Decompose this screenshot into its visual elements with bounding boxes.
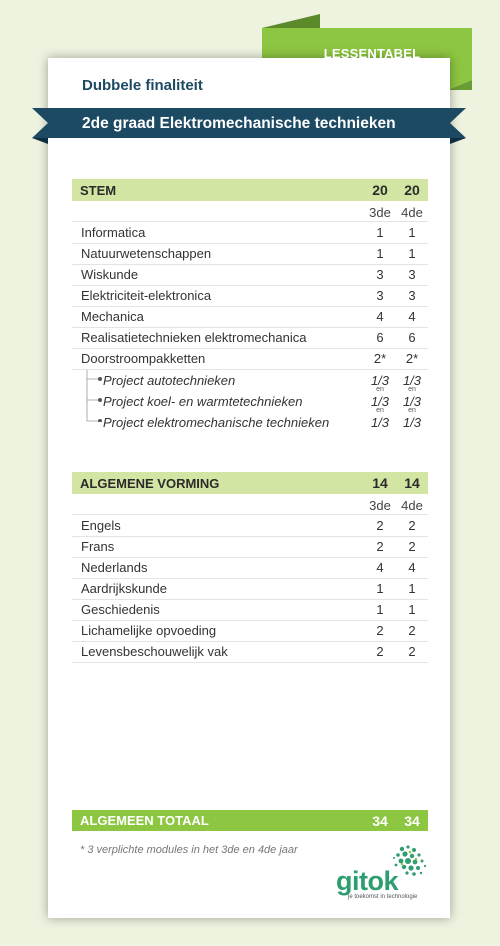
year-3de: 3de xyxy=(369,498,391,513)
hours-3de: 1/3 xyxy=(370,394,390,409)
subject-label: Frans xyxy=(81,539,115,554)
totaal-3de: 34 xyxy=(372,813,388,829)
logo-tagline: je toekomst in technologie xyxy=(348,894,418,900)
hours-3de: 2* xyxy=(373,351,387,366)
document-title: Dubbele finaliteit xyxy=(82,77,203,94)
algemeen-year-row xyxy=(72,496,428,516)
subject-label: Realisatietechnieken elektromechanica xyxy=(81,330,307,345)
hours-3de: 2 xyxy=(376,539,384,554)
hours-3de: 2 xyxy=(376,623,384,638)
hours-4de: 4 xyxy=(408,560,416,575)
year-4de: 4de xyxy=(401,205,423,220)
hours-4de: 4 xyxy=(408,309,416,324)
algemeen-total-3de: 14 xyxy=(372,475,388,491)
connector-en-4de: en xyxy=(408,407,416,414)
subject-label: Doorstroompakketten xyxy=(81,351,206,366)
subject-label: Natuurwetenschappen xyxy=(81,246,212,261)
table-row xyxy=(72,285,428,307)
hours-3de: 2 xyxy=(376,644,384,659)
subject-label: Mechanica xyxy=(81,309,144,324)
connector-en-4de: en xyxy=(408,386,416,393)
subject-label: Geschiedenis xyxy=(81,602,160,617)
stem-header xyxy=(72,179,428,201)
stem-label: STEM xyxy=(80,183,117,198)
algemene-vorming-label: ALGEMENE VORMING xyxy=(80,476,220,491)
hours-3de: 3 xyxy=(376,267,384,282)
subject-label: Informatica xyxy=(81,225,146,240)
table-row xyxy=(72,264,428,286)
hours-3de: 1/3 xyxy=(370,415,390,430)
hours-3de: 1 xyxy=(376,225,384,240)
hours-4de: 6 xyxy=(408,330,416,345)
table-row xyxy=(72,306,428,328)
connector-en-3de: en xyxy=(376,407,384,414)
hours-4de: 3 xyxy=(408,267,416,282)
hours-4de: 1 xyxy=(408,581,416,596)
algemeen-totaal-row xyxy=(72,810,428,831)
totaal-label: ALGEMEEN TOTAAL xyxy=(80,813,209,828)
subject-label: Wiskunde xyxy=(81,267,139,282)
hours-4de: 1 xyxy=(408,225,416,240)
table-row xyxy=(72,578,428,600)
hours-4de: 1/3 xyxy=(402,394,422,409)
table-row xyxy=(72,243,428,265)
project-label: Project elektromechanische technieken xyxy=(103,415,330,430)
totaal-4de: 34 xyxy=(404,813,420,829)
hours-3de: 1/3 xyxy=(370,373,390,388)
hours-4de: 1 xyxy=(408,602,416,617)
table-row xyxy=(72,536,428,558)
stem-year-row xyxy=(72,203,428,223)
hours-3de: 6 xyxy=(376,330,384,345)
subject-label: Levensbeschouwelijk vak xyxy=(81,644,228,659)
year-4de: 4de xyxy=(401,498,423,513)
table-row xyxy=(72,514,428,537)
hours-3de: 4 xyxy=(376,309,384,324)
table-row xyxy=(72,599,428,621)
table-row xyxy=(72,348,428,370)
hours-4de: 2 xyxy=(408,518,416,533)
logo-wordmark: gitok xyxy=(336,866,398,896)
stem-total-4de: 20 xyxy=(404,182,420,198)
list-item xyxy=(72,412,428,433)
banner-title: 2de graad Elektromechanische technieken xyxy=(82,115,396,132)
table-row xyxy=(72,327,428,349)
subject-label: Lichamelijke opvoeding xyxy=(81,623,217,638)
project-label: Project autotechnieken xyxy=(103,373,236,388)
algemene-vorming-header xyxy=(72,472,428,494)
hours-3de: 2 xyxy=(376,518,384,533)
connector-en-3de: en xyxy=(376,386,384,393)
footnote: * 3 verplichte modules in het 3de en 4de jaar xyxy=(80,844,298,856)
table-row xyxy=(72,641,428,663)
project-label: Project koel- en warmtetechnieken xyxy=(103,394,303,409)
hours-3de: 1 xyxy=(376,602,384,617)
subject-label: Elektriciteit-elektronica xyxy=(81,288,212,303)
hours-4de: 1/3 xyxy=(402,415,422,430)
hours-4de: 2* xyxy=(405,351,419,366)
subject-label: Aardrijkskunde xyxy=(81,581,167,596)
hours-4de: 2 xyxy=(408,539,416,554)
stem-total-3de: 20 xyxy=(372,182,388,198)
hours-4de: 1/3 xyxy=(402,373,422,388)
hours-4de: 3 xyxy=(408,288,416,303)
subject-label: Nederlands xyxy=(81,560,148,575)
hours-4de: 2 xyxy=(408,623,416,638)
hours-3de: 3 xyxy=(376,288,384,303)
algemeen-total-4de: 14 xyxy=(404,475,420,491)
table-row xyxy=(72,620,428,642)
hours-3de: 1 xyxy=(376,246,384,261)
hours-4de: 2 xyxy=(408,644,416,659)
hours-3de: 4 xyxy=(376,560,384,575)
hours-4de: 1 xyxy=(408,246,416,261)
tab-label: LESSENTABEL xyxy=(323,46,421,61)
table-row xyxy=(72,221,428,244)
hours-3de: 1 xyxy=(376,581,384,596)
table-row xyxy=(72,557,428,579)
subject-label: Engels xyxy=(81,518,121,533)
year-3de: 3de xyxy=(369,205,391,220)
